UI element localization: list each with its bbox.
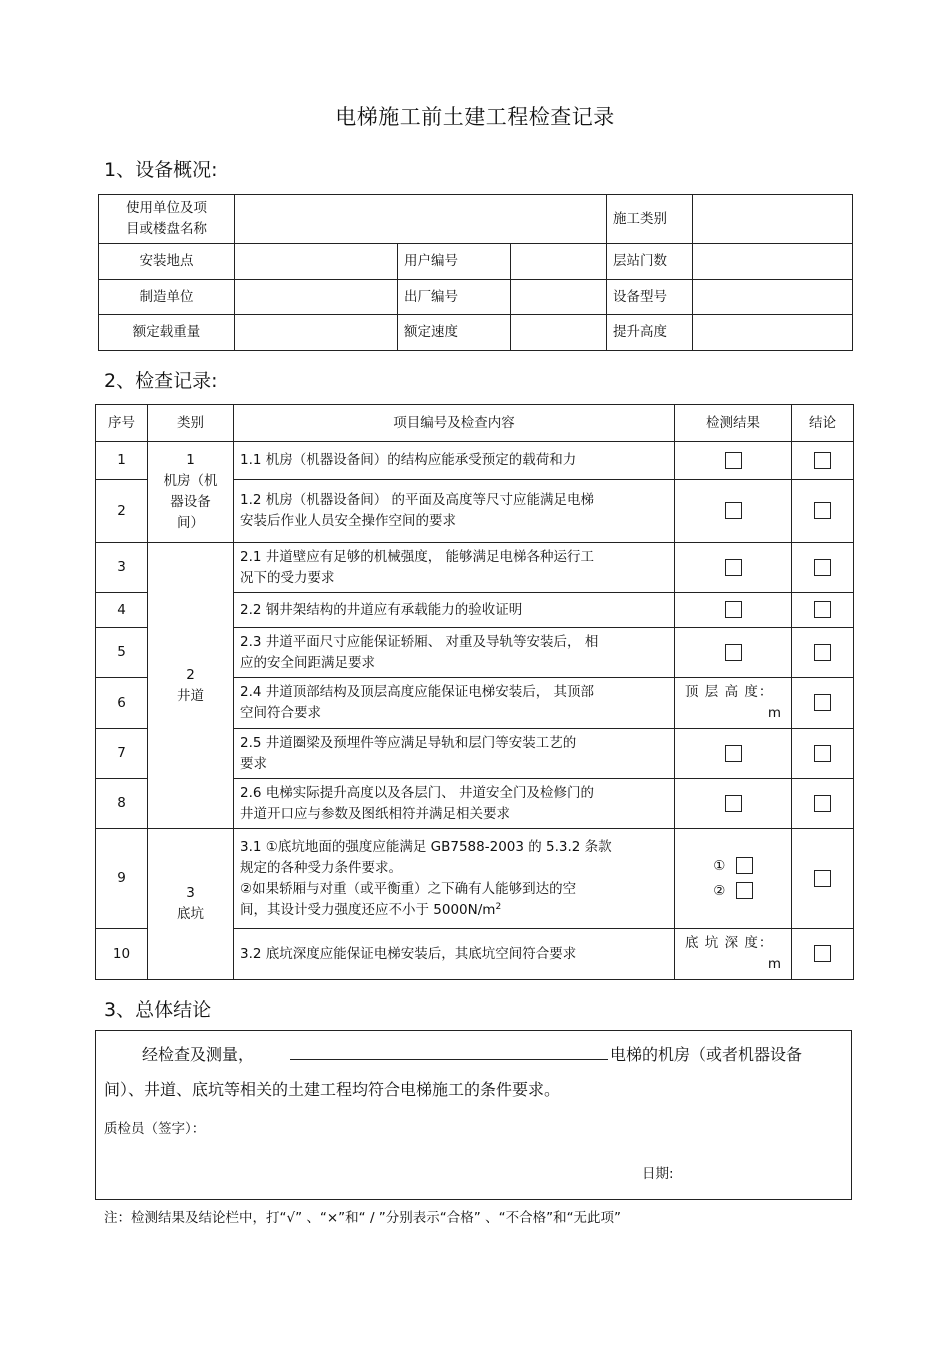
check-content — [234, 442, 675, 480]
result-checkbox[interactable] — [725, 559, 742, 576]
content-line: ②如果轿厢与对重（或平衡重）之下确有人能够到达的空 — [240, 880, 577, 897]
unit-label-cell — [99, 195, 235, 244]
conclusion-cell — [792, 929, 854, 980]
conclusion-cell — [792, 678, 854, 729]
check-content — [234, 593, 675, 628]
content-line: 3.2 底坑深度应能保证电梯安装后，其底坑空间符合要求 — [240, 945, 577, 962]
maker-label: 制造单位 — [99, 280, 235, 315]
check-content — [234, 480, 675, 543]
date-label: 日期: — [642, 1166, 674, 1182]
conclusion-line2: 间）、井道、底坑等相关的土建工程均符合电梯施工的条件要求。 — [104, 1080, 561, 1099]
top-height-label: 顶 层 高 度： — [685, 684, 774, 700]
top-height-result[interactable] — [675, 678, 792, 729]
row-no: 6 — [96, 678, 148, 729]
content-line: 1.2 机房（机器设备间） 的平面及高度等尺寸应能满足电梯 — [240, 492, 595, 508]
pit-depth-result[interactable] — [675, 929, 792, 980]
pit-depth-label: 底 坑 深 度： — [685, 935, 774, 951]
result-cell — [675, 829, 792, 929]
conclusion-line1a: 经检查及测量， — [142, 1045, 255, 1064]
conclusion-checkbox[interactable] — [814, 870, 831, 887]
model-value[interactable] — [693, 280, 853, 315]
content-line: 要求 — [240, 755, 267, 772]
conclusion-cell — [792, 593, 854, 628]
conclusion-box — [95, 1030, 852, 1200]
factory-no-value[interactable] — [511, 280, 607, 315]
height-value[interactable] — [693, 315, 853, 351]
result-checkbox-1[interactable] — [736, 857, 753, 874]
check-content — [234, 929, 675, 980]
result-cell — [675, 779, 792, 829]
check-content — [234, 779, 675, 829]
model-label: 设备型号 — [607, 280, 693, 315]
header-conclusion: 结论 — [792, 405, 854, 442]
mark-1: ① — [713, 857, 726, 874]
conclusion-checkbox[interactable] — [814, 745, 831, 762]
conclusion-checkbox[interactable] — [814, 644, 831, 661]
row-no: 9 — [96, 829, 148, 929]
conclusion-cell — [792, 543, 854, 593]
category-line: 3 — [186, 885, 195, 901]
conclusion-cell — [792, 480, 854, 543]
conclusion-cell — [792, 729, 854, 779]
result-cell — [675, 628, 792, 678]
row-no: 5 — [96, 628, 148, 678]
result-checkbox[interactable] — [725, 745, 742, 762]
conclusion-cell — [792, 829, 854, 929]
result-checkbox[interactable] — [725, 502, 742, 519]
header-content: 项目编号及检查内容 — [234, 405, 675, 442]
floors-label: 层站门数 — [607, 244, 693, 280]
conclusion-checkbox[interactable] — [814, 945, 831, 962]
category-line: 底坑 — [177, 906, 204, 922]
category-line: 1 — [186, 452, 195, 468]
unit-value[interactable] — [235, 195, 607, 244]
unit-label-line1: 使用单位及项 — [126, 200, 207, 216]
result-checkbox[interactable] — [725, 452, 742, 469]
height-label: 提升高度 — [607, 315, 693, 351]
location-value[interactable] — [235, 244, 398, 280]
conclusion-checkbox[interactable] — [814, 601, 831, 618]
pit-depth-unit: m — [767, 956, 781, 972]
content-line: 空间符合要求 — [240, 705, 321, 721]
conclusion-checkbox[interactable] — [814, 559, 831, 576]
load-value[interactable] — [235, 315, 398, 351]
superscript: 2 — [495, 901, 502, 912]
location-label: 安装地点 — [99, 244, 235, 280]
content-line: 况下的受力要求 — [240, 569, 335, 586]
row-no: 1 — [96, 442, 148, 480]
category-machine-room — [148, 442, 234, 543]
conclusion-cell — [792, 779, 854, 829]
check-content — [234, 729, 675, 779]
type-value[interactable] — [693, 195, 853, 244]
type-label: 施工类别 — [607, 195, 693, 244]
section-equipment-heading: 1、设备概况: — [104, 159, 218, 181]
header-category: 类别 — [148, 405, 234, 442]
equipment-table — [98, 194, 853, 351]
content-line: 3.1 ①底坑地面的强度应能满足 GB7588-2003 的 5.3.2 条款 — [240, 838, 612, 855]
result-checkbox-2[interactable] — [736, 882, 753, 899]
content-line: 2.4 井道顶部结构及顶层高度应能保证电梯安装后， 其顶部 — [240, 684, 595, 700]
content-line: 2.2 钢井架结构的井道应有承载能力的验收证明 — [240, 601, 523, 618]
content-line-with-sup — [240, 900, 668, 921]
conclusion-cell — [792, 442, 854, 480]
content-line: 井道开口应与参数及图纸相符并满足相关要求 — [240, 805, 510, 822]
content-line: 规定的各种受力条件要求。 — [240, 859, 402, 876]
content-line: 间，其设计受力强度还应不小于 5000N/m — [240, 901, 496, 918]
top-height-unit: m — [767, 705, 781, 721]
check-content — [234, 829, 675, 929]
conclusion-checkbox[interactable] — [814, 502, 831, 519]
user-no-label: 用户编号 — [398, 244, 511, 280]
header-no: 序号 — [96, 405, 148, 442]
floors-value[interactable] — [693, 244, 853, 280]
row-no: 7 — [96, 729, 148, 779]
content-line: 2.1 井道壁应有足够的机械强度， 能够满足电梯各种运行工 — [240, 548, 595, 565]
conclusion-checkbox[interactable] — [814, 795, 831, 812]
check-content — [234, 678, 675, 729]
load-label: 额定载重量 — [99, 315, 235, 351]
row-no: 3 — [96, 543, 148, 593]
category-pit — [148, 829, 234, 980]
check-table — [95, 404, 854, 980]
footnote: 注：检测结果及结论栏中，打“√” 、“×”和“ / ”分别表示“合格” 、“不合格”和“无此项” — [104, 1210, 622, 1226]
content-line: 应的安全间距满足要求 — [240, 654, 375, 671]
conclusion-line1b: 电梯的机房（或者机器设备 — [610, 1045, 803, 1064]
row-no: 4 — [96, 593, 148, 628]
row-no: 2 — [96, 480, 148, 543]
mark-2: ② — [713, 882, 726, 899]
result-cell — [675, 729, 792, 779]
category-line: 器设备 — [170, 494, 211, 510]
conclusion-cell — [792, 628, 854, 678]
result-checkbox[interactable] — [725, 601, 742, 618]
elevator-name-blank[interactable] — [290, 1059, 608, 1060]
speed-label: 额定速度 — [398, 315, 511, 351]
result-cell — [675, 480, 792, 543]
check-content — [234, 543, 675, 593]
content-line: 安装后作业人员安全操作空间的要求 — [240, 513, 456, 529]
result-cell — [675, 543, 792, 593]
category-line: 间） — [177, 515, 204, 531]
result-checkbox[interactable] — [725, 795, 742, 812]
conclusion-checkbox[interactable] — [814, 452, 831, 469]
result-item-1 — [681, 856, 785, 877]
section-check-heading: 2、检查记录: — [104, 370, 218, 392]
content-line: 2.6 电梯实际提升高度以及各层门、 井道安全门及检修门的 — [240, 784, 595, 801]
section-conclusion-heading: 3、总体结论 — [104, 999, 212, 1021]
conclusion-checkbox[interactable] — [814, 694, 831, 711]
header-result: 检测结果 — [675, 405, 792, 442]
row-no: 8 — [96, 779, 148, 829]
category-line: 井道 — [177, 687, 204, 704]
page-title: 电梯施工前土建工程检查记录 — [335, 105, 615, 129]
maker-value[interactable] — [235, 280, 398, 315]
check-content — [234, 628, 675, 678]
unit-label-line2: 目或楼盘名称 — [126, 221, 207, 237]
speed-value[interactable] — [511, 315, 607, 351]
category-line: 2 — [186, 666, 195, 683]
result-checkbox[interactable] — [725, 644, 742, 661]
result-cell — [675, 593, 792, 628]
content-line: 1.1 机房（机器设备间）的结构应能承受预定的载荷和力 — [240, 452, 577, 468]
category-shaft — [148, 543, 234, 829]
result-item-2 — [681, 881, 785, 902]
category-line: 机房（机 — [163, 473, 218, 489]
row-no: 10 — [96, 929, 148, 980]
result-cell — [675, 442, 792, 480]
content-line: 2.5 井道圈梁及预埋件等应满足导轨和层门等安装工艺的 — [240, 734, 577, 751]
user-no-value[interactable] — [511, 244, 607, 280]
factory-no-label: 出厂编号 — [398, 280, 511, 315]
content-line: 2.3 井道平面尺寸应能保证轿厢、 对重及导轨等安装后， 相 — [240, 633, 599, 650]
inspector-label: 质检员（签字）： — [104, 1121, 206, 1137]
